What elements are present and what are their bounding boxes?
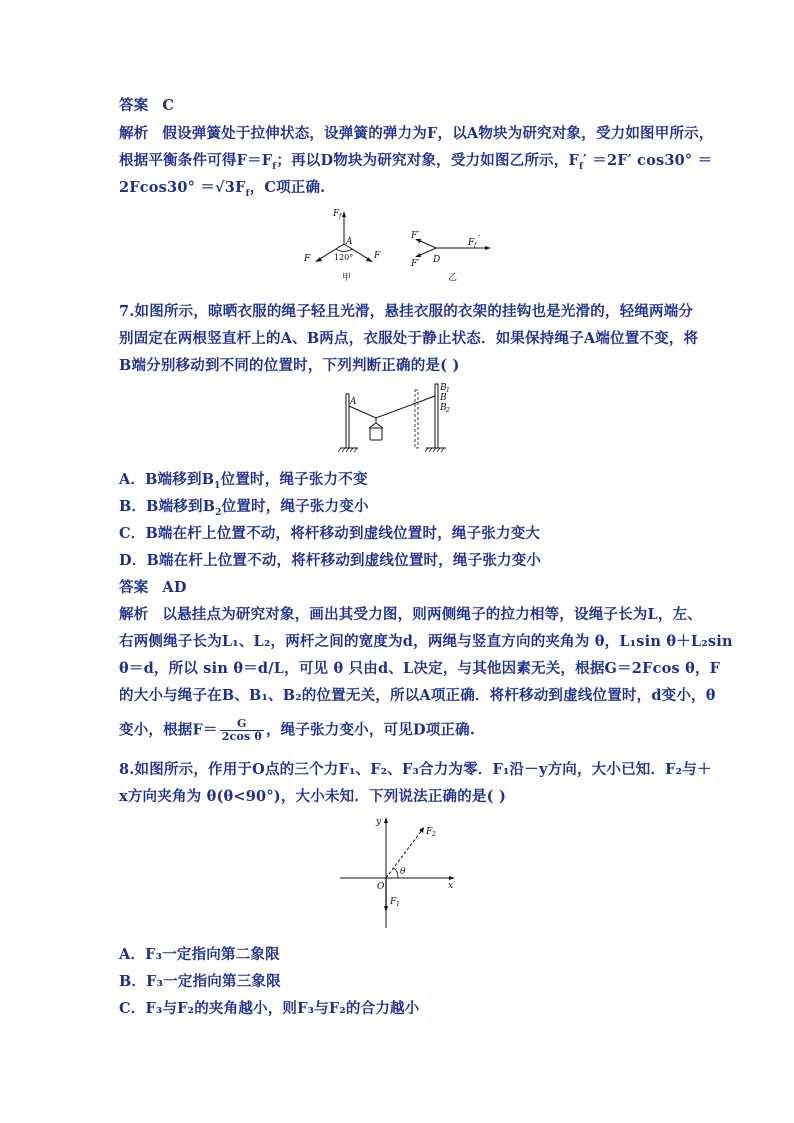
label-b2-sub: 2 [446,407,450,414]
q7-analysis-line2: 右两侧绳子长为L₁、L₂，两杆之间的宽度为d，两绳与竖直方向的夹角为 θ，L₁sin θ＋L₂sin [119,633,733,650]
fraction [220,718,264,743]
q6-answer-line [119,96,174,116]
q7-line3: B端分别移动到不同的位置时，下列判断正确的是( ) [119,357,460,374]
q8-option-a: A．F₃一定指向第二象限 [119,946,280,963]
label-b: B [440,393,447,403]
q8-option-b: B．F₃一定指向第三象限 [119,973,281,990]
q7-analysis-line1 [119,605,702,625]
label-ff-prime: ′ [478,235,481,245]
label-theta: θ [400,867,406,877]
fraction-denominator: 2cos θ [221,730,262,743]
q6-analysis-line2 [119,151,712,177]
analysis-text: F [235,179,246,196]
q7-line1: 7.如图所示，晾晒衣服的绳子轻且光滑，悬挂衣服的衣架的挂钩也是光滑的，轻绳两端分 [119,303,694,320]
label-ff-sub: f [474,242,477,249]
option-text: 位置时，绳子张力不变 [220,471,368,488]
q8-line1: 8.如图所示，作用于O点的三个力F₁、F₂、F₃合力为零．F₁沿－y方向，大小已知．F₂与＋ [119,761,712,778]
fraction-numerator: G [220,718,264,731]
label-f-right: F [374,251,381,261]
subscript: f [245,188,250,199]
figure-clothesline [336,380,460,460]
caption-yi: 乙 [448,273,458,283]
label-f2-sub: 2 [432,831,436,838]
label-a: A [346,237,353,247]
analysis-label: 解析 [119,125,149,142]
q8-line2: x方向夹角为 θ(θ<90°)，大小未知．下列说法正确的是( ) [119,788,507,805]
label-ff-sub: f [339,213,342,220]
q7-analysis-line5 [119,718,475,743]
q6-analysis-line1 [119,124,714,144]
analysis-text: 根据平衡条件可得F＝F [119,152,273,169]
q6-analysis-line3 [119,178,325,204]
analysis-text: 2Fcos30° ＝ [119,179,216,196]
label-f1-sub: 1 [396,901,400,908]
q7-option-c: C．B端在杆上位置不动，将杆移动到虚线位置时，绳子张力变大 [119,525,541,542]
analysis-label: 解析 [119,606,149,623]
label-f2: F [426,827,433,837]
label-x: x [448,881,454,891]
q7-line2: 别固定在两根竖直杆上的A、B两点，衣服处于静止状态．如果保持绳子A端位置不变，将 [119,330,699,347]
q7-option-b [119,497,369,523]
label-f1: F [390,897,397,907]
q7-analysis-line4: 的大小与绳子在B、B₁、B₂的位置无关，所以A项正确．将杆移动到虚线位置时，d变小，θ [119,687,716,704]
analysis-text: ，C项正确. [249,179,326,196]
subscript: f [578,161,584,172]
figure-force-axes [336,812,460,932]
label-a: A [350,397,357,407]
q7-answer-line [119,578,187,598]
q7-option-a [119,470,368,496]
option-text: A．B端移到B [119,471,215,488]
q8-option-c: C．F₃与F₂的夹角越小，则F₃与F₂的合力越小 [119,1000,420,1017]
label-fprime-bottom: F′ [411,259,420,269]
analysis-text: 假设弹簧处于拉伸状态，设弹簧的弹力为F，以A物块为研究对象，受力如图甲所示， [162,125,714,142]
analysis-text: ，绳子张力变小，可见D项正确. [265,721,476,739]
sqrt-expression: √3 [215,179,236,196]
answer-label: 答案 [119,579,149,596]
label-d: D [433,255,441,265]
subscript: 1 [214,480,221,491]
caption-jia: 甲 [342,273,352,282]
label-angle: 120° [334,253,354,262]
q7-option-d: D．B端在杆上位置不动，将杆移动到虚线位置时，绳子张力变小 [119,552,542,569]
subscript: f [272,161,277,172]
figure-jia [300,202,400,282]
figure-yi [408,226,498,286]
option-text: B．B端移到B [119,498,216,515]
label-y: y [376,817,382,827]
label-b2: B [440,403,447,413]
q7-analysis-line3: θ＝d，所以 sin θ＝d/L，可见 θ 只由d、L决定，与其他因素无关，根据G＝2Fcos θ，F [119,660,721,677]
answer-value: C [162,97,175,114]
answer-label: 答案 [119,97,149,114]
label-o: O [377,882,385,892]
label-b1-sub: 1 [446,387,450,394]
label-fprime-top: F′ [411,231,420,241]
label-ff: F [468,238,475,248]
analysis-text: 变小，根据F＝ [119,721,218,739]
answer-value: AD [162,579,187,596]
label-f-left: F [304,254,311,264]
label-b1: B [440,383,447,393]
label-ff: F [333,209,340,219]
analysis-text: ′ ＝2F′ cos30° ＝ [583,152,713,169]
option-text: 位置时，绳子张力变小 [221,498,369,515]
subscript: 2 [215,507,222,518]
analysis-text: ；再以D物块为研究对象，受力如图乙所示，F [276,152,579,169]
analysis-text: 以悬挂点为研究对象，画出其受力图，则两侧绳子的拉力相等，设绳子长为L，左、 [162,606,702,623]
